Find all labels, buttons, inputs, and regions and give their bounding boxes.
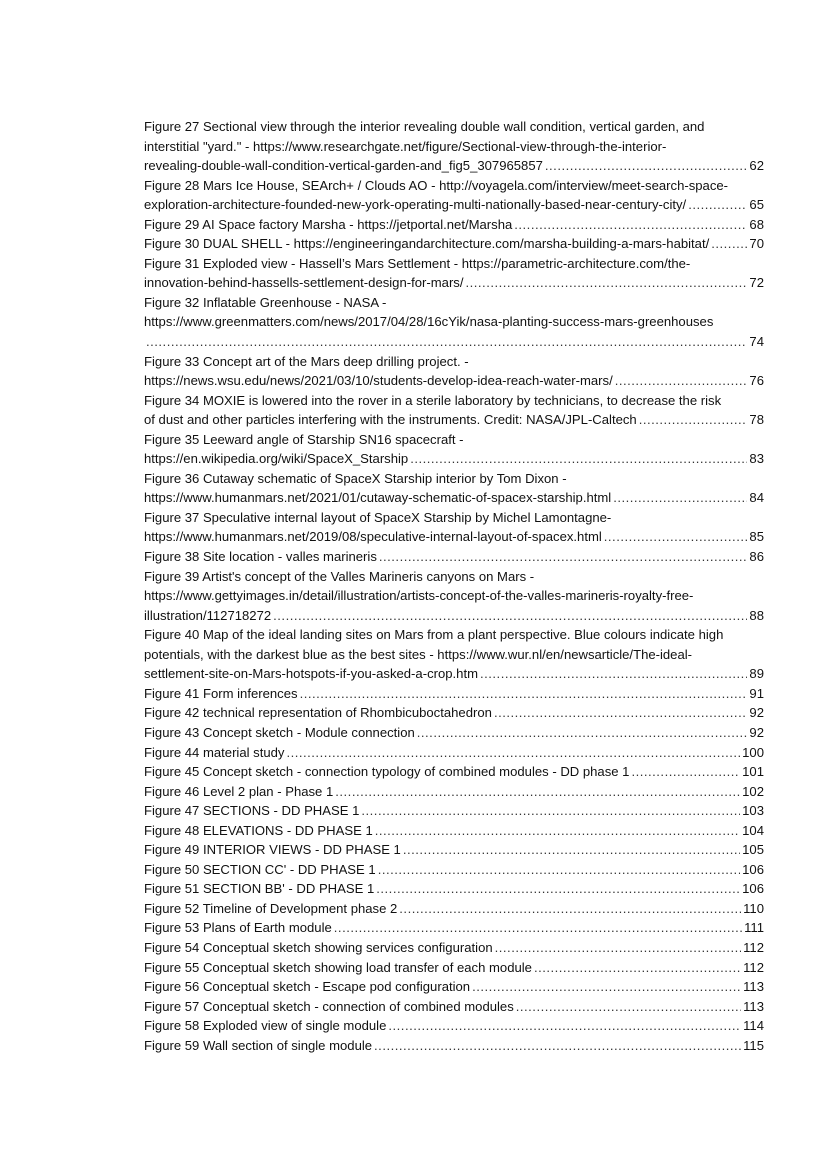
- page-number: 103: [742, 803, 764, 819]
- page-number: 92: [749, 724, 764, 740]
- dot-leader: [516, 997, 741, 1017]
- figure-caption-text: Figure 45 Concept sketch - connection typology of combined modules - DD phase 1: [144, 764, 630, 780]
- figure-entry-line: [144, 156, 764, 176]
- page-number: 112: [743, 959, 764, 975]
- dot-leader: [688, 195, 747, 215]
- figure-entry[interactable]: [144, 547, 764, 567]
- figure-entry-line: [144, 215, 764, 235]
- figure-entry-line: [144, 703, 764, 723]
- figure-entry[interactable]: [144, 176, 764, 215]
- page-number: 111: [744, 920, 764, 936]
- figure-caption-text: Figure 51 SECTION BB' - DD PHASE 1: [144, 881, 375, 897]
- figure-entry-line: [144, 860, 764, 880]
- figure-entry-line: [144, 977, 764, 997]
- page-number: 92: [749, 705, 764, 721]
- figure-entry[interactable]: [144, 958, 764, 978]
- figure-caption-text: Figure 31 Exploded view - Hassell’s Mars Settlement - https://parametric-architecture.com/the-: [144, 255, 691, 271]
- figure-entry[interactable]: [144, 918, 764, 938]
- figure-caption-text: https://www.humanmars.net/2021/01/cutaway-schematic-of-spacex-starship.html: [144, 490, 612, 506]
- figure-caption-text: Figure 43 Concept sketch - Module connection: [144, 724, 415, 740]
- dot-leader: [480, 664, 747, 684]
- page-number: 72: [749, 275, 764, 291]
- dot-leader: [273, 606, 747, 626]
- figure-entry[interactable]: [144, 352, 764, 391]
- figure-entry-line: [144, 547, 764, 567]
- figure-caption-text: Figure 48 ELEVATIONS - DD PHASE 1: [144, 822, 373, 838]
- figure-entry-line: [144, 449, 764, 469]
- figure-entry-line: [144, 1036, 764, 1056]
- figure-entry-line: [144, 723, 764, 743]
- page-number: 91: [749, 685, 764, 701]
- figure-caption-text: Figure 28 Mars Ice House, SEArch+ / Clouds AO - http://voyagela.com/interview/meet-search-space-: [144, 177, 729, 193]
- figure-entry-line: [144, 352, 764, 372]
- page-number: 106: [742, 881, 764, 897]
- dot-leader: [376, 879, 740, 899]
- dot-leader: [335, 782, 740, 802]
- figure-entry-line: [144, 371, 764, 391]
- figure-entry-line: [144, 567, 764, 587]
- figure-entry-line: [144, 879, 764, 899]
- figure-entry-line: [144, 899, 764, 919]
- dot-leader: [378, 860, 740, 880]
- figure-entry[interactable]: [144, 625, 764, 684]
- figure-entry[interactable]: [144, 391, 764, 430]
- page-number: 83: [749, 451, 764, 467]
- dot-leader: [410, 449, 747, 469]
- dot-leader: [613, 488, 747, 508]
- page-number: 114: [743, 1018, 764, 1034]
- dot-leader: [300, 684, 748, 704]
- page-number: 113: [743, 979, 764, 995]
- figure-entry[interactable]: [144, 117, 764, 176]
- figure-entry[interactable]: [144, 997, 764, 1017]
- figure-entry-line: [144, 958, 764, 978]
- figure-entry-line: [144, 801, 764, 821]
- figure-entry-line: [144, 586, 764, 606]
- page-number: 112: [743, 939, 764, 955]
- figure-caption-text: Figure 38 Site location - valles marineris: [144, 549, 377, 565]
- figure-entry-line: [144, 762, 764, 782]
- figure-entry-line: [144, 273, 764, 293]
- figure-entry[interactable]: [144, 801, 764, 821]
- dot-leader: [711, 234, 747, 254]
- page-number: 88: [749, 607, 764, 623]
- figure-entry[interactable]: [144, 879, 764, 899]
- figure-caption-text: Figure 44 material study: [144, 744, 285, 760]
- dot-leader: [379, 547, 748, 567]
- figure-caption-text: Figure 47 SECTIONS - DD PHASE 1: [144, 803, 360, 819]
- figure-caption-text: Figure 55 Conceptual sketch showing load transfer of each module: [144, 959, 532, 975]
- figure-entry[interactable]: [144, 430, 764, 469]
- figure-entry-line: [144, 391, 764, 411]
- dot-leader: [361, 801, 740, 821]
- figure-entry[interactable]: [144, 1036, 764, 1056]
- figure-entry-line: [144, 508, 764, 528]
- figure-caption-text: illustration/112718272: [144, 607, 272, 623]
- figure-caption-text: Figure 58 Exploded view of single module: [144, 1018, 387, 1034]
- figure-caption-text: Figure 49 INTERIOR VIEWS - DD PHASE 1: [144, 842, 401, 858]
- page-number: 68: [749, 216, 764, 232]
- figure-caption-text: revealing-double-wall-condition-vertical-garden-and_fig5_307965857: [144, 158, 543, 174]
- figure-entry[interactable]: [144, 508, 764, 547]
- figure-entry[interactable]: [144, 703, 764, 723]
- figure-entry[interactable]: [144, 762, 764, 782]
- page-number: 102: [742, 783, 764, 799]
- dot-leader: [604, 527, 748, 547]
- figure-caption-text: Figure 41 Form inferences: [144, 685, 298, 701]
- dot-leader: [615, 371, 748, 391]
- figure-entry-line: [144, 430, 764, 450]
- page-number: 84: [749, 490, 764, 506]
- figure-caption-text: Figure 39 Artist's concept of the Valles Marineris canyons on Mars -: [144, 568, 535, 584]
- figure-entry[interactable]: [144, 293, 764, 352]
- figure-entry[interactable]: [144, 938, 764, 958]
- page-number: 110: [743, 900, 764, 916]
- figure-caption-text: https://en.wikipedia.org/wiki/SpaceX_Starship: [144, 451, 409, 467]
- figure-entry-line: [144, 840, 764, 860]
- figure-entry-line: [144, 625, 764, 645]
- dot-leader: [545, 156, 748, 176]
- figure-entry-line: [144, 743, 764, 763]
- page-number: 85: [749, 529, 764, 545]
- dot-leader: [146, 332, 747, 352]
- figure-caption-text: of dust and other particles interfering with the instruments. Credit: NASA/JPL-Caltech: [144, 412, 637, 428]
- figure-caption-text: https://www.greenmatters.com/news/2017/04/28/16cYik/nasa-planting-success-mars-greenhouses: [144, 314, 714, 330]
- figure-caption-text: Figure 32 Inflatable Greenhouse - NASA -: [144, 294, 387, 310]
- page-number: 65: [749, 197, 764, 213]
- dot-leader: [494, 703, 747, 723]
- figure-caption-text: Figure 30 DUAL SHELL - https://engineeringandarchitecture.com/marsha-building-a-mars-habitat/: [144, 236, 710, 252]
- dot-leader: [334, 918, 742, 938]
- figure-entry-line: [144, 469, 764, 489]
- page-number: 105: [742, 842, 764, 858]
- figure-caption-text: Figure 46 Level 2 plan - Phase 1: [144, 783, 334, 799]
- list-of-figures: [144, 117, 764, 1055]
- figure-entry-line: [144, 312, 764, 332]
- figure-entry[interactable]: [144, 684, 764, 704]
- figure-caption-text: Figure 52 Timeline of Development phase 2: [144, 900, 398, 916]
- dot-leader: [417, 723, 748, 743]
- page-number: 113: [743, 998, 764, 1014]
- figure-entry[interactable]: [144, 977, 764, 997]
- figure-caption-text: Figure 59 Wall section of single module: [144, 1037, 373, 1053]
- figure-entry-line: [144, 821, 764, 841]
- figure-caption-text: Figure 40 Map of the ideal landing sites on Mars from a plant perspective. Blue colours indicate high: [144, 627, 724, 643]
- figure-caption-text: https://www.humanmars.net/2019/08/speculative-internal-layout-of-spacex.html: [144, 529, 602, 545]
- dot-leader: [472, 977, 741, 997]
- figure-entry[interactable]: [144, 234, 764, 254]
- figure-entry[interactable]: [144, 860, 764, 880]
- dot-leader: [403, 840, 740, 860]
- page-number: 70: [749, 236, 764, 252]
- page-number: 100: [742, 744, 764, 760]
- dot-leader: [466, 273, 748, 293]
- figure-caption-text: settlement-site-on-Mars-hotspots-if-you-asked-a-crop.htm: [144, 666, 478, 682]
- figure-entry-line: [144, 254, 764, 274]
- figure-entry[interactable]: [144, 215, 764, 235]
- figure-caption-text: exploration-architecture-founded-new-york-operating-multi-nationally-based-near-century-city/: [144, 197, 687, 213]
- figure-caption-text: https://www.gettyimages.in/detail/illustration/artists-concept-of-the-valles-marineris-royalty-free-: [144, 588, 694, 604]
- dot-leader: [495, 938, 741, 958]
- page-number: 86: [749, 549, 764, 565]
- figure-entry[interactable]: [144, 469, 764, 508]
- figure-caption-text: Figure 29 AI Space factory Marsha - https://jetportal.net/Marsha: [144, 216, 513, 232]
- figure-entry-line: [144, 645, 764, 665]
- dot-leader: [375, 821, 740, 841]
- dot-leader: [388, 1016, 741, 1036]
- figure-entry[interactable]: [144, 1016, 764, 1036]
- figure-entry[interactable]: [144, 899, 764, 919]
- figure-entry-line: [144, 410, 764, 430]
- figure-entry-line: [144, 332, 764, 352]
- figure-caption-text: Figure 36 Cutaway schematic of SpaceX Starship interior by Tom Dixon -: [144, 470, 567, 486]
- figure-entry-line: [144, 684, 764, 704]
- page-number: 106: [742, 861, 764, 877]
- figure-entry-line: [144, 782, 764, 802]
- figure-caption-text: Figure 27 Sectional view through the interior revealing double wall condition, vertical garden, and: [144, 119, 705, 134]
- figure-caption-text: Figure 57 Conceptual sketch - connection of combined modules: [144, 998, 514, 1014]
- figure-caption-text: Figure 37 Speculative internal layout of SpaceX Starship by Michel Lamontagne-: [144, 509, 612, 525]
- page-number: 62: [749, 158, 764, 174]
- figure-entry-line: [144, 234, 764, 254]
- page-number: 89: [749, 666, 764, 682]
- figure-entry[interactable]: [144, 254, 764, 293]
- dot-leader: [534, 958, 741, 978]
- dot-leader: [639, 410, 748, 430]
- figure-entry[interactable]: [144, 821, 764, 841]
- dot-leader: [286, 743, 740, 763]
- page-number: 104: [742, 822, 764, 838]
- figure-entry-line: [144, 117, 764, 137]
- figure-caption-text: Figure 34 MOXIE is lowered into the rover in a sterile laboratory by technicians, to decrease the risk: [144, 392, 722, 408]
- page-number: 101: [742, 764, 764, 780]
- figure-entry-line: [144, 664, 764, 684]
- page-number: 115: [743, 1037, 764, 1053]
- dot-leader: [399, 899, 741, 919]
- figure-caption-text: Figure 35 Leeward angle of Starship SN16 spacecraft -: [144, 431, 464, 447]
- dot-leader: [631, 762, 740, 782]
- figure-caption-text: innovation-behind-hassells-settlement-design-for-mars/: [144, 275, 464, 291]
- figure-entry-line: [144, 1016, 764, 1036]
- figure-entry-line: [144, 918, 764, 938]
- figure-entry-line: [144, 293, 764, 313]
- figure-entry-line: [144, 527, 764, 547]
- figure-entry[interactable]: [144, 840, 764, 860]
- page-number: 76: [749, 373, 764, 389]
- page-number: 74: [749, 334, 764, 350]
- figure-caption-text: potentials, with the darkest blue as the best sites - https://www.wur.nl/en/newsarticle/The-ideal-: [144, 646, 693, 662]
- figure-entry-line: [144, 488, 764, 508]
- figure-entry-line: [144, 938, 764, 958]
- figure-entry[interactable]: [144, 567, 764, 626]
- figure-caption-text: Figure 42 technical representation of Rhombicuboctahedron: [144, 705, 492, 721]
- figure-caption-text: Figure 54 Conceptual sketch showing services configuration: [144, 939, 493, 955]
- figure-caption-text: Figure 56 Conceptual sketch - Escape pod configuration: [144, 979, 471, 995]
- figure-caption-text: interstitial "yard." - https://www.researchgate.net/figure/Sectional-view-through-the-interior-: [144, 138, 667, 154]
- figure-entry-line: [144, 176, 764, 196]
- dot-leader: [514, 215, 747, 235]
- figure-entry-line: [144, 606, 764, 626]
- figure-entry-line: [144, 997, 764, 1017]
- figure-entry-line: [144, 137, 764, 157]
- figure-caption-text: https://news.wsu.edu/news/2021/03/10/students-develop-idea-reach-water-mars/: [144, 373, 613, 389]
- figure-entry[interactable]: [144, 723, 764, 743]
- figure-entry-line: [144, 195, 764, 215]
- figure-caption-text: Figure 33 Concept art of the Mars deep drilling project. -: [144, 353, 469, 369]
- figure-caption-text: Figure 53 Plans of Earth module: [144, 920, 332, 936]
- figure-entry[interactable]: [144, 743, 764, 763]
- dot-leader: [374, 1036, 741, 1056]
- figure-entry[interactable]: [144, 782, 764, 802]
- page-number: 78: [749, 412, 764, 428]
- figure-caption-text: Figure 50 SECTION CC' - DD PHASE 1: [144, 861, 376, 877]
